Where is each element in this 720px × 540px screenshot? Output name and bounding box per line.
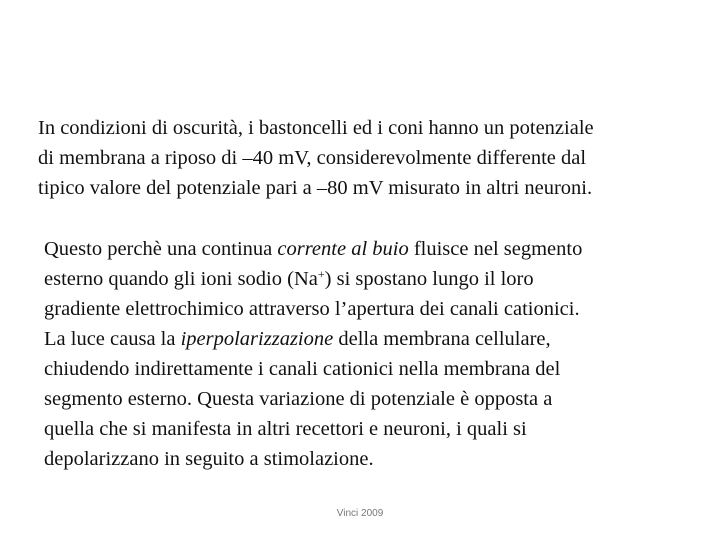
explanation-paragraph (44, 234, 694, 474)
intro-paragraph (38, 113, 698, 203)
explanation-line-3: gradiente elettrochimico attraverso l’apertura dei canali cationici. (44, 298, 580, 320)
sodium-charge-superscript: + (317, 267, 325, 281)
explanation-line-1: Questo perchè una continua corrente al buio fluisce nel segmento (44, 238, 583, 260)
explanation-line-6: segmento esterno. Questa variazione di potenziale è opposta a (44, 388, 553, 410)
slide-footer: Vinci 2009 (336, 508, 384, 519)
intro-line-3: tipico valore del potenziale pari a –80 mV misurato in altri neuroni. (38, 177, 593, 199)
explanation-line-5: chiudendo indirettamente i canali cationici nella membrana del (44, 358, 561, 380)
explanation-line-2: esterno quando gli ioni sodio (Na+) si spostano lungo il loro (44, 267, 534, 290)
intro-line-1: In condizioni di oscurità, i bastoncelli ed i coni hanno un potenziale (38, 117, 594, 139)
explanation-line-8: depolarizzano in seguito a stimolazione. (44, 448, 374, 470)
explanation-line-7: quella che si manifesta in altri recettori e neuroni, i quali si (44, 418, 527, 440)
explanation-line-4: La luce causa la iperpolarizzazione della membrana cellulare, (44, 328, 551, 350)
hyperpolarization-term: iperpolarizzazione (180, 328, 334, 350)
dark-current-term: corrente al buio (277, 238, 409, 260)
intro-line-2: di membrana a riposo di –40 mV, considerevolmente differente dal (38, 147, 587, 169)
